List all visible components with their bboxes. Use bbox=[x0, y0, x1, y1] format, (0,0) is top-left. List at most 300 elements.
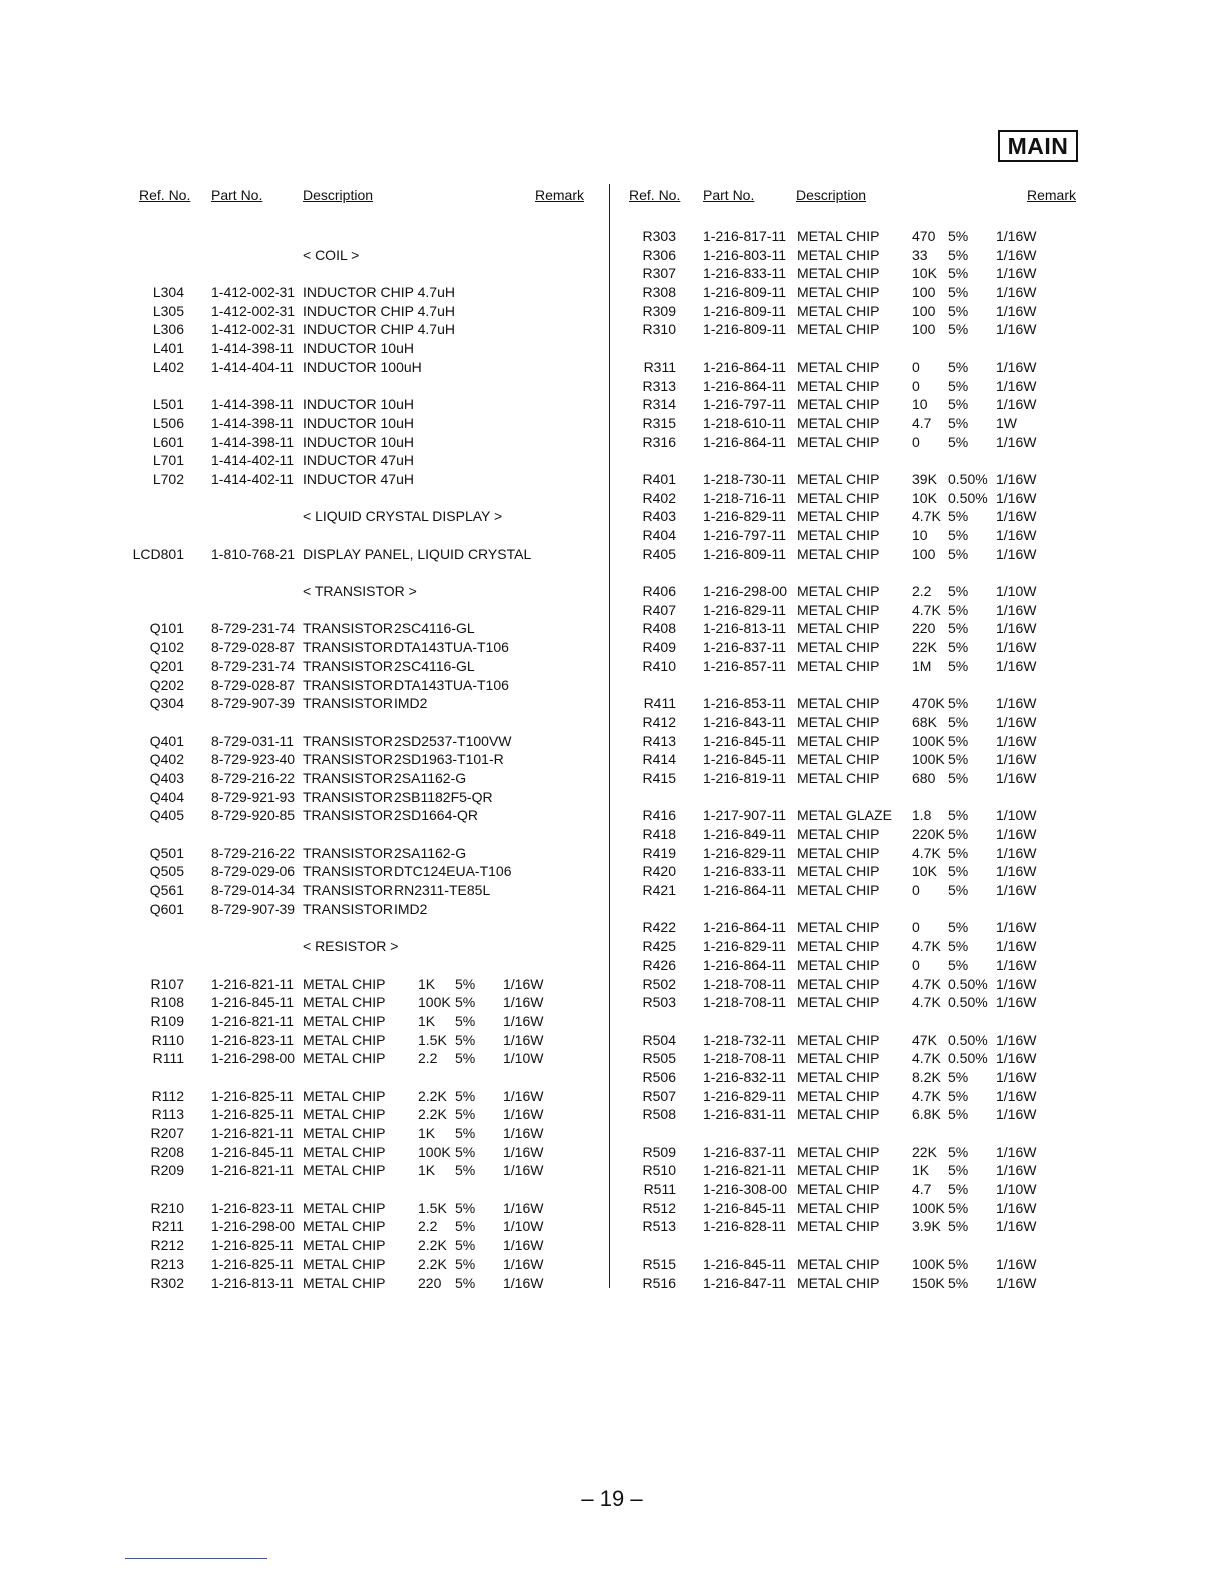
cell-val: 100 bbox=[912, 545, 936, 562]
cell-model: DTC124EUA-T106 bbox=[394, 863, 512, 880]
cell-tol: 5% bbox=[948, 302, 969, 319]
cell-desc: METAL CHIP bbox=[797, 657, 880, 674]
part-row bbox=[0, 1274, 609, 1293]
blank-row bbox=[610, 900, 1224, 919]
cell-val: 1.8 bbox=[912, 807, 932, 824]
cell-val: 39K bbox=[912, 470, 937, 487]
cell-watt: 1/16W bbox=[996, 639, 1037, 656]
cell-desc: METAL CHIP bbox=[797, 489, 880, 506]
cell-tol: 5% bbox=[948, 713, 969, 730]
cell-model: 2SD1963-T101-R bbox=[394, 751, 504, 768]
cell-part: 1-412-002-31 bbox=[211, 321, 296, 338]
cell-part: 1-216-864-11 bbox=[703, 433, 787, 450]
cell-part: 1-218-708-11 bbox=[703, 975, 787, 992]
cell-val: 4.7K bbox=[912, 844, 941, 861]
cell-watt: 1/16W bbox=[996, 396, 1037, 413]
cell-part: 1-216-298-00 bbox=[211, 1050, 296, 1067]
part-row bbox=[610, 862, 1224, 881]
cell-ref: L306 bbox=[152, 321, 184, 338]
cell-watt: 1/16W bbox=[503, 1087, 544, 1104]
cell-tol: 5% bbox=[455, 1199, 476, 1216]
cell-val: 10K bbox=[912, 265, 937, 282]
cell-ref: R316 bbox=[642, 433, 676, 450]
cell-watt: 1/16W bbox=[996, 601, 1037, 618]
cell-desc: METAL CHIP bbox=[797, 1031, 880, 1048]
part-row bbox=[610, 881, 1224, 900]
part-row bbox=[0, 657, 609, 676]
cell-ref: R314 bbox=[642, 396, 676, 413]
cell-ref: R113 bbox=[151, 1106, 184, 1123]
cell-part: 1-414-398-11 bbox=[211, 433, 295, 450]
cell-model: 2SC4116-GL bbox=[394, 657, 475, 674]
page-number: – 19 – bbox=[581, 1486, 643, 1511]
cell-tol: 5% bbox=[948, 228, 969, 244]
part-row bbox=[0, 545, 609, 564]
cell-part: 8-729-031-11 bbox=[211, 732, 295, 749]
cell-ref: Q404 bbox=[149, 788, 184, 805]
blank-row bbox=[610, 339, 1224, 358]
part-row bbox=[610, 264, 1224, 283]
cell-ref: R107 bbox=[150, 975, 184, 992]
part-row bbox=[610, 414, 1224, 433]
cell-ref: R506 bbox=[642, 1068, 676, 1085]
cell-tol: 5% bbox=[455, 1106, 476, 1123]
cell-part: 8-729-907-39 bbox=[211, 900, 296, 917]
cell-tol: 0.50% bbox=[948, 1031, 988, 1048]
cell-part: 1-216-308-00 bbox=[703, 1181, 788, 1198]
cell-val: 100 bbox=[912, 284, 936, 301]
cell-desc: TRANSISTOR bbox=[303, 900, 393, 917]
cell-model: IMD2 bbox=[394, 695, 428, 712]
cell-desc: METAL CHIP bbox=[797, 1274, 880, 1291]
part-row bbox=[610, 1180, 1224, 1199]
cell-desc: METAL CHIP bbox=[797, 713, 880, 730]
part-row bbox=[610, 657, 1224, 676]
cell-part: 1-216-823-11 bbox=[211, 1199, 295, 1216]
part-row bbox=[0, 283, 609, 302]
cell-ref: Q601 bbox=[149, 900, 184, 917]
cell-desc: DISPLAY PANEL, LIQUID CRYSTAL bbox=[303, 545, 532, 562]
cell-tol: 0.50% bbox=[948, 994, 988, 1011]
cell-val: 470K bbox=[912, 695, 945, 712]
cell-desc: METAL CHIP bbox=[303, 1162, 386, 1179]
cell-part: 1-216-833-11 bbox=[703, 863, 787, 880]
cell-val: 0 bbox=[912, 358, 920, 375]
cell-part: 1-216-817-11 bbox=[703, 228, 787, 244]
cell-part: 1-216-864-11 bbox=[703, 377, 787, 394]
cell-ref: R112 bbox=[151, 1087, 184, 1104]
cell-desc: METAL CHIP bbox=[797, 358, 880, 375]
cell-ref: R510 bbox=[642, 1162, 676, 1179]
cell-part: 1-216-849-11 bbox=[703, 826, 787, 842]
part-row bbox=[610, 545, 1224, 564]
cell-val: 2.2K bbox=[418, 1087, 447, 1104]
cell-part: 1-218-610-11 bbox=[703, 414, 787, 431]
cell-ref: Q403 bbox=[149, 769, 184, 786]
cell-watt: 1/16W bbox=[996, 1255, 1037, 1272]
cell-tol: 5% bbox=[948, 284, 969, 301]
cell-watt: 1/16W bbox=[996, 377, 1037, 394]
part-row bbox=[0, 1143, 609, 1162]
cell-tol: 5% bbox=[455, 1087, 476, 1104]
cell-val: 2.2K bbox=[418, 1106, 447, 1123]
cell-watt: 1W bbox=[996, 414, 1017, 431]
cell-model: DTA143TUA-T106 bbox=[394, 639, 509, 656]
cell-tol: 5% bbox=[948, 807, 969, 824]
cell-desc: METAL CHIP bbox=[797, 284, 880, 301]
cell-desc: METAL CHIP bbox=[797, 583, 880, 600]
cell-part: 1-216-845-11 bbox=[703, 732, 787, 749]
cell-ref: R211 bbox=[151, 1218, 184, 1235]
part-row bbox=[610, 395, 1224, 414]
cell-watt: 1/16W bbox=[996, 938, 1037, 955]
part-row bbox=[0, 395, 609, 414]
cell-desc: METAL CHIP bbox=[303, 1050, 386, 1067]
cell-desc: TRANSISTOR bbox=[303, 882, 393, 899]
cell-desc: METAL CHIP bbox=[303, 1125, 386, 1141]
cell-part: 1-216-831-11 bbox=[703, 1106, 787, 1123]
cell-desc: INDUCTOR 10uH bbox=[303, 396, 414, 413]
cell-tol: 5% bbox=[948, 1218, 969, 1235]
cell-ref: R110 bbox=[151, 1031, 184, 1048]
blank-row bbox=[0, 526, 609, 545]
part-row bbox=[610, 956, 1224, 975]
cell-desc: METAL CHIP bbox=[797, 1087, 880, 1104]
part-row bbox=[0, 1124, 609, 1143]
cell-ref: R411 bbox=[643, 695, 676, 712]
cell-tol: 5% bbox=[455, 1274, 476, 1291]
cell-ref: R505 bbox=[642, 1050, 676, 1067]
cell-part: 1-216-825-11 bbox=[211, 1255, 295, 1272]
cell-val: 2.2 bbox=[418, 1218, 438, 1235]
cell-tol: 5% bbox=[455, 1031, 476, 1048]
cell-ref: L305 bbox=[152, 302, 184, 319]
cell-val: 0 bbox=[912, 377, 920, 394]
cell-val: 10K bbox=[912, 489, 937, 506]
cell-tol: 5% bbox=[455, 994, 476, 1011]
cell-watt: 1/16W bbox=[996, 470, 1037, 487]
cell-ref: Q501 bbox=[149, 844, 184, 861]
cell-part: 1-414-398-11 bbox=[211, 340, 295, 357]
cell-watt: 1/16W bbox=[503, 1125, 544, 1141]
cell-tol: 5% bbox=[948, 620, 969, 637]
cell-desc: TRANSISTOR bbox=[303, 807, 393, 824]
cell-tol: 5% bbox=[948, 358, 969, 375]
cell-desc: METAL CHIP bbox=[797, 1199, 880, 1216]
cell-ref: R311 bbox=[643, 358, 676, 375]
cell-ref: Q102 bbox=[149, 639, 184, 656]
part-row bbox=[0, 806, 609, 825]
section-heading bbox=[0, 246, 609, 265]
cell-val: 220K bbox=[912, 826, 945, 842]
cell-ref: R415 bbox=[642, 769, 676, 786]
cell-tol: 5% bbox=[948, 882, 969, 899]
cell-val: 1K bbox=[418, 1012, 436, 1029]
cell-val: 220 bbox=[418, 1274, 442, 1291]
part-row bbox=[610, 1274, 1224, 1293]
cell-part: 1-216-823-11 bbox=[211, 1031, 295, 1048]
cell-ref: L402 bbox=[152, 358, 184, 375]
cell-tol: 5% bbox=[948, 433, 969, 450]
cell-desc: METAL CHIP bbox=[797, 396, 880, 413]
cell-ref: R401 bbox=[642, 470, 676, 487]
cell-desc: TRANSISTOR bbox=[303, 620, 393, 637]
part-row bbox=[610, 507, 1224, 526]
cell-desc: METAL CHIP bbox=[303, 1106, 386, 1123]
part-row bbox=[0, 993, 609, 1012]
cell-val: 10 bbox=[912, 527, 928, 543]
cell-desc: METAL CHIP bbox=[797, 246, 880, 263]
cell-ref: R213 bbox=[150, 1255, 184, 1272]
cell-tol: 5% bbox=[455, 1050, 476, 1067]
cell-part: 8-729-923-40 bbox=[211, 751, 296, 768]
part-row bbox=[610, 993, 1224, 1012]
cell-watt: 1/16W bbox=[503, 1255, 544, 1272]
cell-tol: 5% bbox=[948, 1255, 969, 1272]
cell-desc: METAL CHIP bbox=[303, 1255, 386, 1272]
cell-tol: 5% bbox=[948, 919, 969, 936]
cell-watt: 1/16W bbox=[996, 882, 1037, 899]
cell-part: 1-216-829-11 bbox=[703, 938, 787, 955]
blank-row bbox=[0, 1180, 609, 1199]
cell-desc: METAL CHIP bbox=[797, 377, 880, 394]
cell-ref: R508 bbox=[642, 1106, 676, 1123]
section-heading-text: < COIL > bbox=[303, 246, 360, 263]
cell-ref: R509 bbox=[642, 1143, 676, 1160]
cell-tol: 5% bbox=[948, 601, 969, 618]
cell-model: 2SB1182F5-QR bbox=[394, 788, 493, 805]
part-row bbox=[610, 302, 1224, 321]
cell-ref: R406 bbox=[642, 583, 676, 600]
part-row bbox=[610, 227, 1224, 246]
cell-watt: 1/16W bbox=[996, 956, 1037, 973]
cell-watt: 1/16W bbox=[503, 994, 544, 1011]
cell-watt: 1/16W bbox=[996, 657, 1037, 674]
cell-ref: L304 bbox=[152, 284, 184, 301]
blank-row bbox=[0, 956, 609, 975]
cell-part: 1-218-730-11 bbox=[703, 470, 787, 487]
cell-tol: 5% bbox=[948, 732, 969, 749]
cell-part: 1-216-837-11 bbox=[703, 1143, 787, 1160]
part-row bbox=[610, 619, 1224, 638]
cell-desc: METAL CHIP bbox=[797, 938, 880, 955]
cell-watt: 1/16W bbox=[996, 433, 1037, 450]
cell-desc: TRANSISTOR bbox=[303, 676, 393, 693]
cell-part: 1-216-829-11 bbox=[703, 508, 787, 525]
blank-row bbox=[0, 918, 609, 937]
cell-watt: 1/16W bbox=[996, 265, 1037, 282]
cell-ref: R425 bbox=[642, 938, 676, 955]
cell-part: 1-414-398-11 bbox=[211, 414, 295, 431]
cell-ref: R302 bbox=[150, 1274, 184, 1291]
cell-part: 1-216-864-11 bbox=[703, 919, 787, 936]
cell-desc: METAL CHIP bbox=[797, 228, 880, 244]
cell-part: 1-216-825-11 bbox=[211, 1087, 295, 1104]
blank-row bbox=[0, 1068, 609, 1087]
cell-part: 1-218-708-11 bbox=[703, 1050, 787, 1067]
cell-desc: INDUCTOR CHIP 4.7uH bbox=[303, 302, 455, 319]
cell-part: 1-216-821-11 bbox=[211, 1162, 295, 1179]
right-header-part: Part No. bbox=[703, 187, 755, 203]
part-row bbox=[610, 526, 1224, 545]
cell-tol: 5% bbox=[948, 545, 969, 562]
cell-tol: 5% bbox=[455, 1012, 476, 1029]
cell-watt: 1/10W bbox=[503, 1218, 544, 1235]
cell-tol: 5% bbox=[948, 844, 969, 861]
cell-watt: 1/16W bbox=[996, 1087, 1037, 1104]
cell-part: 1-216-825-11 bbox=[211, 1106, 295, 1123]
cell-model: 2SA1162-G bbox=[394, 844, 467, 861]
cell-tol: 5% bbox=[948, 508, 969, 525]
part-row bbox=[610, 1217, 1224, 1236]
cell-desc: METAL CHIP bbox=[797, 975, 880, 992]
part-row bbox=[0, 1199, 609, 1218]
cell-part: 1-216-853-11 bbox=[703, 695, 787, 712]
cell-ref: R404 bbox=[642, 527, 676, 543]
cell-tol: 5% bbox=[948, 639, 969, 656]
section-heading-text: < RESISTOR > bbox=[303, 938, 399, 955]
cell-desc: METAL CHIP bbox=[797, 956, 880, 973]
cell-val: 0 bbox=[912, 956, 920, 973]
cell-desc: METAL CHIP bbox=[303, 1218, 386, 1235]
cell-val: 0 bbox=[912, 433, 920, 450]
blank-row bbox=[610, 1236, 1224, 1255]
cell-watt: 1/16W bbox=[996, 863, 1037, 880]
part-row bbox=[0, 1217, 609, 1236]
cell-ref: R511 bbox=[643, 1181, 676, 1198]
cell-part: 1-216-821-11 bbox=[211, 1125, 295, 1141]
part-row bbox=[0, 788, 609, 807]
cell-watt: 1/16W bbox=[503, 1199, 544, 1216]
cell-desc: INDUCTOR 47uH bbox=[303, 452, 414, 469]
cell-tol: 5% bbox=[948, 769, 969, 786]
cell-desc: TRANSISTOR bbox=[303, 732, 393, 749]
cell-watt: 1/16W bbox=[996, 1068, 1037, 1085]
cell-desc: METAL CHIP bbox=[797, 732, 880, 749]
cell-watt: 1/10W bbox=[996, 1181, 1037, 1198]
cell-watt: 1/16W bbox=[996, 246, 1037, 263]
cell-desc: METAL CHIP bbox=[303, 1199, 386, 1216]
part-row bbox=[0, 769, 609, 788]
cell-part: 1-216-797-11 bbox=[703, 527, 787, 543]
cell-part: 1-216-821-11 bbox=[703, 1162, 787, 1179]
cell-ref: R422 bbox=[642, 919, 676, 936]
cell-desc: INDUCTOR 10uH bbox=[303, 414, 414, 431]
left-header-ref: Ref. No. bbox=[139, 187, 191, 203]
cell-desc: METAL CHIP bbox=[797, 1255, 880, 1272]
cell-part: 8-729-028-87 bbox=[211, 676, 296, 693]
cell-val: 100K bbox=[912, 732, 945, 749]
cell-desc: METAL CHIP bbox=[797, 844, 880, 861]
section-heading bbox=[0, 937, 609, 956]
cell-ref: R308 bbox=[642, 284, 676, 301]
cell-part: 1-218-732-11 bbox=[703, 1031, 787, 1048]
cell-ref: R402 bbox=[642, 489, 676, 506]
cell-desc: METAL CHIP bbox=[797, 639, 880, 656]
cell-ref: Q505 bbox=[149, 863, 184, 880]
cell-desc: METAL CHIP bbox=[797, 545, 880, 562]
cell-ref: Q405 bbox=[149, 807, 184, 824]
part-row bbox=[610, 320, 1224, 339]
cell-val: 1M bbox=[912, 657, 932, 674]
cell-watt: 1/16W bbox=[996, 1143, 1037, 1160]
cell-ref: L501 bbox=[152, 396, 184, 413]
cell-part: 8-729-028-87 bbox=[211, 639, 296, 656]
cell-tol: 5% bbox=[948, 265, 969, 282]
cell-ref: R421 bbox=[642, 882, 676, 899]
cell-part: 1-216-832-11 bbox=[703, 1068, 787, 1085]
cell-part: 1-216-845-11 bbox=[703, 1199, 787, 1216]
cell-part: 1-216-813-11 bbox=[211, 1274, 295, 1291]
cell-ref: R306 bbox=[642, 246, 676, 263]
cell-part: 1-216-847-11 bbox=[703, 1274, 787, 1291]
cell-part: 1-217-907-11 bbox=[703, 807, 787, 824]
cell-val: 100K bbox=[418, 1143, 451, 1160]
part-row bbox=[610, 918, 1224, 937]
cell-tol: 5% bbox=[948, 1181, 969, 1198]
cell-ref: L702 bbox=[152, 470, 184, 487]
part-row bbox=[610, 283, 1224, 302]
cell-desc: METAL CHIP bbox=[797, 751, 880, 768]
cell-val: 8.2K bbox=[912, 1068, 941, 1085]
cell-ref: R108 bbox=[150, 994, 184, 1011]
cell-part: 1-216-829-11 bbox=[703, 601, 787, 618]
cell-desc: TRANSISTOR bbox=[303, 769, 393, 786]
cell-watt: 1/16W bbox=[996, 975, 1037, 992]
part-row bbox=[610, 433, 1224, 452]
cell-desc: TRANSISTOR bbox=[303, 657, 393, 674]
cell-desc: METAL CHIP bbox=[797, 1181, 880, 1198]
cell-val: 4.7 bbox=[912, 414, 932, 431]
cell-tol: 0.50% bbox=[948, 489, 988, 506]
cell-part: 8-729-216-22 bbox=[211, 844, 296, 861]
cell-watt: 1/16W bbox=[503, 1031, 544, 1048]
cell-val: 1K bbox=[912, 1162, 930, 1179]
cell-part: 1-216-298-00 bbox=[703, 583, 788, 600]
right-header-remark: Remark bbox=[1027, 187, 1077, 203]
cell-watt: 1/16W bbox=[996, 994, 1037, 1011]
cell-tol: 5% bbox=[948, 751, 969, 768]
cell-desc: METAL CHIP bbox=[797, 433, 880, 450]
right-parts-column bbox=[610, 227, 1224, 1292]
cell-val: 4.7 bbox=[912, 1181, 932, 1198]
cell-desc: METAL CHIP bbox=[797, 1143, 880, 1160]
part-row bbox=[610, 806, 1224, 825]
cell-desc: INDUCTOR CHIP 4.7uH bbox=[303, 284, 455, 301]
left-header-description: Description bbox=[303, 187, 374, 203]
cell-val: 6.8K bbox=[912, 1106, 941, 1123]
blank-row bbox=[0, 713, 609, 732]
left-parts-column bbox=[0, 227, 609, 1292]
cell-watt: 1/16W bbox=[996, 1218, 1037, 1235]
part-row bbox=[0, 320, 609, 339]
cell-ref: R313 bbox=[642, 377, 676, 394]
cell-tol: 5% bbox=[948, 657, 969, 674]
cell-model: IMD2 bbox=[394, 900, 428, 917]
cell-val: 2.2 bbox=[418, 1050, 438, 1067]
part-row bbox=[610, 601, 1224, 620]
cell-val: 10 bbox=[912, 396, 928, 413]
cell-tol: 5% bbox=[948, 1162, 969, 1179]
cell-part: 1-216-821-11 bbox=[211, 975, 295, 992]
part-row bbox=[610, 1105, 1224, 1124]
cell-part: 1-414-402-11 bbox=[211, 452, 295, 469]
cell-ref: R515 bbox=[642, 1255, 676, 1272]
blank-row bbox=[0, 563, 609, 582]
part-row bbox=[0, 433, 609, 452]
cell-ref: R413 bbox=[642, 732, 676, 749]
cell-desc: METAL CHIP bbox=[303, 1087, 386, 1104]
